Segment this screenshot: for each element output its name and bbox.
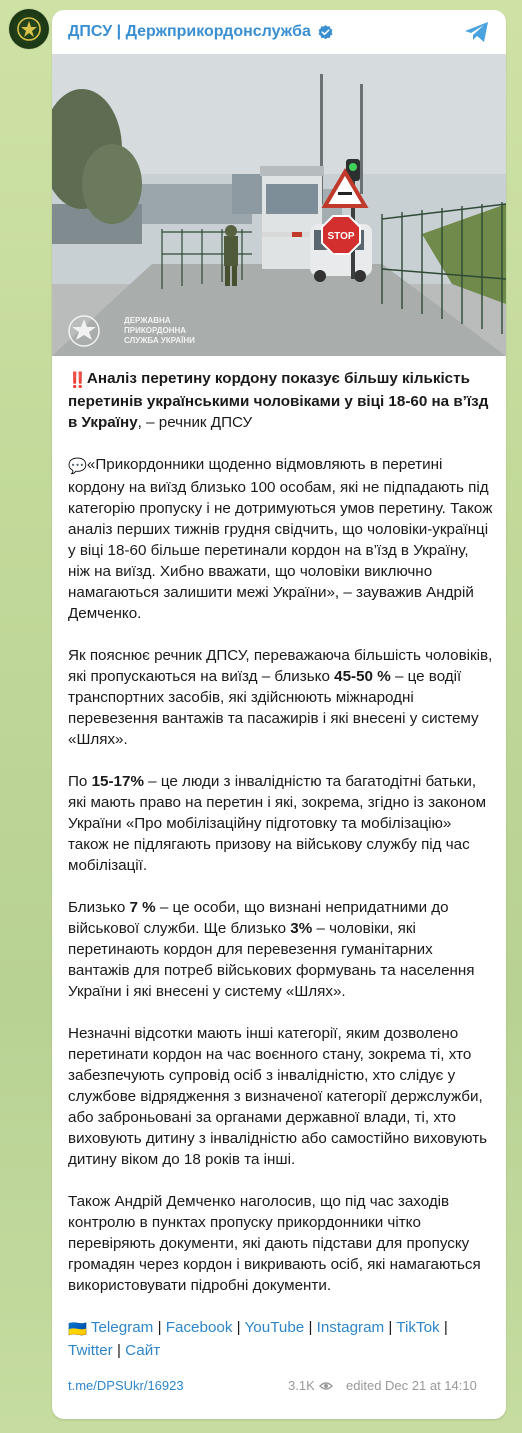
p3-text-a: По bbox=[68, 773, 92, 790]
message-footer bbox=[68, 1378, 494, 1398]
stop-sign-text: STOP bbox=[327, 231, 355, 242]
post-photo[interactable] bbox=[52, 54, 506, 356]
eye-icon bbox=[319, 1381, 333, 1391]
link-tiktok[interactable]: TikTok bbox=[396, 1319, 440, 1336]
p2-text-a: Як пояснює речник ДПСУ, переважаюча більшість чоловіків, які пропускаються на виїзд – близько bbox=[68, 647, 493, 685]
speech-bubble-icon: 💬 bbox=[68, 458, 87, 475]
link-separator: | bbox=[112, 1342, 126, 1359]
paragraph-other-categories bbox=[68, 1023, 494, 1170]
link-twitter[interactable]: Twitter bbox=[68, 1342, 113, 1359]
paragraph-disabilities bbox=[68, 771, 494, 876]
message-card bbox=[52, 10, 506, 1419]
telegram-share-icon[interactable] bbox=[464, 21, 490, 43]
edited-timestamp: edited Dec 21 at 14:10 bbox=[346, 1378, 477, 1393]
channel-avatar[interactable] bbox=[9, 9, 49, 49]
link-separator: | bbox=[304, 1319, 317, 1336]
headline-bold: Аналіз перетину кордону показує більшу кількість перетинів українськими чоловіками у віці 18-60 на в’їзд в Україну bbox=[68, 370, 489, 431]
verified-badge-icon bbox=[317, 24, 334, 41]
p4-text-c: – це особи, що визнані непридатними до військової служби. Ще близько bbox=[68, 899, 449, 937]
watermark-line-3: СЛУЖБА УКРАЇНИ bbox=[124, 336, 195, 345]
p6-text: Також Андрій Демченко наголосив, що під час заходів контролю в пунктах пропуску прикордонники чітко перевіряють документи, які дають підстави для пропуску громадян через кордон і викривають осіб, які намагаються використовувати підробні документи. bbox=[68, 1193, 481, 1294]
view-count-value: 3.1K bbox=[288, 1378, 315, 1393]
p3-text-c: – це люди з інвалідністю та багатодітні батьки, які мають право на перетин і які, зокрема, згідно із законом України «Про мобілізаційну підготовку та мобілізацію» також не підлягають призову на військову службу під час мобілізації. bbox=[68, 773, 487, 874]
link-separator: | bbox=[153, 1319, 166, 1336]
p4-percent-1: 7 % bbox=[129, 899, 156, 916]
paragraph-document-control bbox=[68, 1191, 494, 1296]
link-separator: | bbox=[384, 1319, 397, 1336]
view-count bbox=[288, 1378, 333, 1393]
quote-text: «Прикордонники щоденно відмовляють в перетині кордону на виїзд близько 100 особам, які не підпадають під категорію пропуску і не дотримуються умов перетину. Також аналіз перших тижнів грудня свідчить, що чоловіки-українці у віці 18-60 більше перетинали кордон на в’їзд в Україну, ніж на виїзд. Хибно вважати, що чоловіки виключно намагаються залишити межі України», – зауважив Андрій Демченко. bbox=[68, 456, 493, 622]
post-headline bbox=[68, 368, 494, 433]
watermark-line-1: ДЕРЖАВНА bbox=[124, 316, 171, 325]
social-links bbox=[68, 1317, 494, 1361]
double-exclamation-icon: ‼️ bbox=[68, 372, 87, 389]
p4-percent-2: 3% bbox=[290, 920, 313, 937]
post-text bbox=[68, 368, 494, 1361]
quote-paragraph bbox=[68, 454, 494, 624]
paragraph-drivers bbox=[68, 645, 494, 750]
p5-text: Незначні відсотки мають інші категорії, яким дозволено перетинати кордон на час воєнного стану, зокрема ті, хто забезпечують супровід осіб з інвалідністю, хто слідує у службове відрядження з визначеної категорії держслужби, або заброньовані за органами державної влади, ті, хто виховують дитину з інвалідністю або самостійно виховують дитину віком до 18 років та інші. bbox=[68, 1025, 488, 1168]
link-separator: | bbox=[232, 1319, 245, 1336]
border-checkpoint-image bbox=[52, 54, 506, 356]
headline-rest: , – речник ДПСУ bbox=[137, 414, 253, 431]
p2-percent: 45-50 % bbox=[334, 668, 391, 685]
p4-text-e: – чоловіки, які перетинають кордон для перевезення гуманітарних вантажів для потреб військових формувань та населення України і які внесені у систему «Шлях». bbox=[68, 920, 475, 1000]
link-youtube[interactable]: YouTube bbox=[244, 1319, 305, 1336]
link-separator: | bbox=[439, 1319, 448, 1336]
p2-text-c: – це водії транспортних засобів, які здійснюють міжнародні перевезення вантажів та пасажирів і які внесені у систему «Шлях». bbox=[68, 668, 479, 748]
link-instagram[interactable]: Instagram bbox=[316, 1319, 385, 1336]
link-site[interactable]: Сайт bbox=[125, 1342, 161, 1359]
post-url-link[interactable]: t.me/DPSUkr/16923 bbox=[68, 1378, 184, 1393]
channel-name[interactable] bbox=[68, 23, 334, 41]
p4-text-a: Близько bbox=[68, 899, 130, 916]
watermark-line-2: ПРИКОРДОННА bbox=[124, 326, 187, 335]
border-guard-emblem-icon bbox=[16, 16, 42, 42]
ukraine-flag-icon: 🇺🇦 bbox=[68, 1321, 87, 1338]
paragraph-unfit bbox=[68, 897, 494, 1002]
link-telegram[interactable]: Telegram bbox=[90, 1319, 154, 1336]
channel-name-text[interactable]: ДПСУ | Держприкордонслужба bbox=[68, 23, 311, 40]
p3-percent: 15-17% bbox=[91, 773, 144, 790]
link-facebook[interactable]: Facebook bbox=[165, 1319, 233, 1336]
message-header bbox=[52, 10, 506, 54]
